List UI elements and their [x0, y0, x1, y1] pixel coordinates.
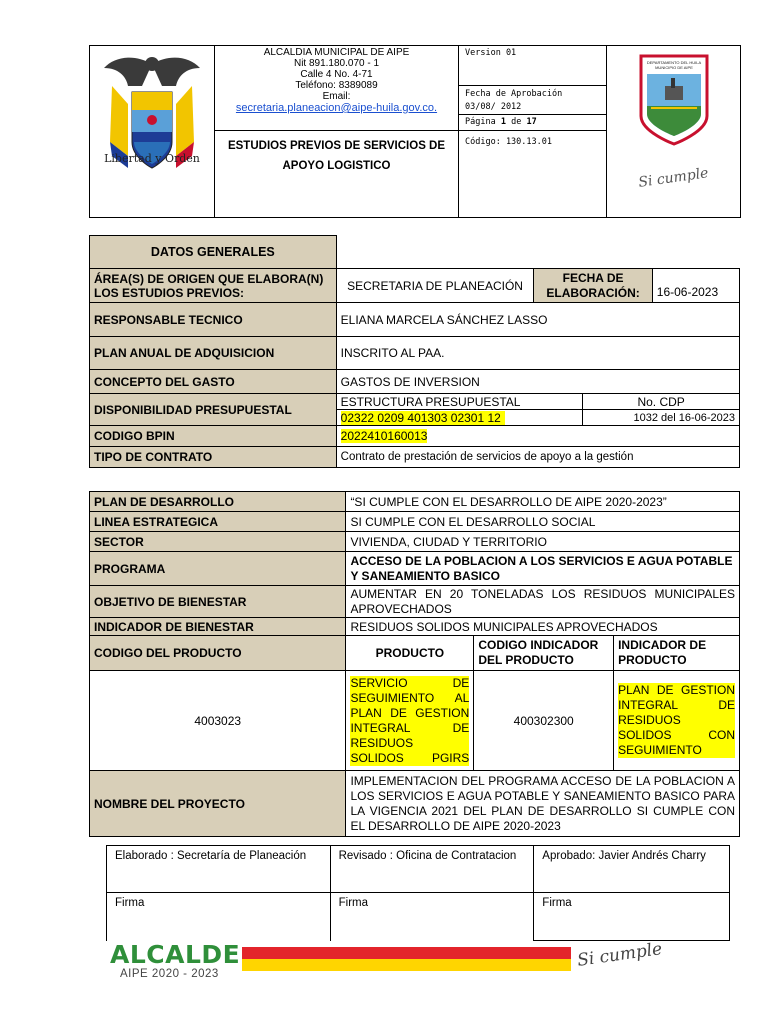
tipo-value: Contrato de prestación de servicios de apoyo a la gestión: [336, 447, 739, 468]
table-row: [90, 532, 740, 552]
area-label: ÁREA(S) DE ORIGEN QUE ELABORA(N) LOS ESTUDIOS PREVIOS:: [90, 269, 337, 303]
table-row: [90, 771, 740, 837]
colombia-coat-of-arms-icon: [90, 46, 214, 217]
codprod-label: CODIGO DEL PRODUCTO: [90, 636, 346, 671]
section-title: DATOS GENERALES: [90, 236, 337, 269]
page-number: [459, 115, 607, 131]
ind-prod-value: [614, 671, 740, 771]
objetivo-value: AUMENTAR EN 20 TONELADAS LOS RESIDUOS MUNICIPALES APROVECHADOS: [346, 586, 740, 618]
approval-date: [459, 86, 607, 115]
table-row: [90, 426, 740, 447]
footer-yellow-stripe: [242, 959, 571, 971]
table-row: [90, 552, 740, 586]
svg-text:Libertad y Orden: Libertad y Orden: [104, 152, 200, 165]
bpin-value-text: 2022410160013: [340, 429, 428, 443]
plan-label: PLAN DE DESARROLLO: [90, 492, 346, 512]
fecha-elab-label: FECHA DE ELABORACIÓN:: [534, 269, 652, 303]
firma-field[interactable]: Firma: [330, 893, 534, 941]
org-line: Teléfono: 8389089: [295, 80, 378, 91]
plan-value: “SI CUMPLE CON EL DESARROLLO DE AIPE 2020-2023”: [346, 492, 740, 512]
concepto-label: CONCEPTO DEL GASTO: [90, 370, 337, 394]
disp-label: DISPONIBILIDAD PRESUPUESTAL: [90, 394, 337, 426]
version-label: Version 01: [459, 46, 607, 86]
producto-value-text: SERVICIO DE SEGUIMIENTO AL PLAN DE GESTION INTEGRAL DE RESIDUOS SOLIDOS PGIRS: [350, 675, 470, 765]
codprod-value: 4003023: [90, 671, 346, 771]
producto-value: [346, 671, 474, 771]
org-line: Email:: [322, 91, 351, 102]
table-row: [90, 671, 740, 771]
empty-cell: [336, 236, 739, 269]
linea-label: LINEA ESTRATEGICA: [90, 512, 346, 532]
bpin-label: CODIGO BPIN: [90, 426, 337, 447]
table-row: [90, 303, 740, 337]
indicador-label: INDICADOR DE BIENESTAR: [90, 618, 346, 636]
table-row: [90, 586, 740, 618]
footer-brand-subtitle: AIPE 2020 - 2023: [120, 968, 219, 980]
footer-slogan: Si cumple: [576, 939, 664, 971]
firma-field[interactable]: Firma: [534, 893, 730, 941]
document-code: Código: 130.13.01: [459, 131, 607, 217]
programa-label: PROGRAMA: [90, 552, 346, 586]
plan-adq-label: PLAN ANUAL DE ADQUISICION: [90, 337, 337, 370]
firma-field[interactable]: Firma: [107, 893, 331, 941]
fecha-elab-value: 16-06-2023: [652, 269, 739, 303]
table-row: [90, 447, 740, 468]
estructura-label: ESTRUCTURA PRESUPUESTAL: [336, 394, 583, 410]
approval-date-label: Fecha de Aprobación: [465, 89, 563, 99]
nombre-label: NOMBRE DEL PROYECTO: [90, 771, 346, 837]
municipal-seal-cell: [607, 46, 740, 217]
table-row: [90, 618, 740, 636]
ind-prod-value-text: PLAN DE GESTION INTEGRAL DE RESIDUOS SOLIDOS CON SEGUIMIENTO: [618, 683, 735, 757]
org-line: ALCALDIA MUNICIPAL DE AIPE: [263, 47, 410, 58]
revisado-cell: Revisado : Oficina de Contratacion: [330, 846, 534, 893]
approval-date-value: 03/08/ 2012: [465, 102, 522, 112]
aipe-seal-icon: [607, 46, 740, 217]
tipo-label: TIPO DE CONTRATO: [90, 447, 337, 468]
area-value: SECRETARIA DE PLANEACIÓN: [336, 269, 534, 303]
table-row: [90, 269, 740, 303]
bpin-value: [336, 426, 739, 447]
responsable-label: RESPONSABLE TECNICO: [90, 303, 337, 337]
producto-col-header: PRODUCTO: [346, 636, 474, 671]
table-row: [90, 636, 740, 671]
plan-adq-value: INSCRITO AL PAA.: [336, 337, 739, 370]
development-plan-table: [89, 491, 740, 837]
footer-brand: [110, 942, 240, 980]
aprobado-cell: Aprobado: Javier Andrés Charry: [534, 846, 730, 893]
org-line: Nit 891.180.070 - 1: [293, 58, 380, 69]
estructura-value-text: 02322 0209 401303 02301 12: [341, 411, 505, 425]
table-row: [90, 394, 740, 410]
table-row: [90, 337, 740, 370]
cod-ind-col-header: CODIGO INDICADOR DEL PRODUCTO: [474, 636, 614, 671]
footer-red-stripe: [242, 947, 571, 959]
document-title: ESTUDIOS PREVIOS DE SERVICIOS DE APOYO LOGISTICO: [215, 131, 459, 217]
org-line: Calle 4 No. 4-71: [300, 69, 373, 80]
cod-ind-value: 400302300: [474, 671, 614, 771]
indicador-value: RESIDUOS SOLIDOS MUNICIPALES APROVECHADOS: [346, 618, 740, 636]
table-row: [107, 846, 730, 893]
nombre-value: IMPLEMENTACION DEL PROGRAMA ACCESO DE LA POBLACION A LOS SERVICIOS E AGUA POTABLE Y SANEAMIENTO BASICO PARA LA VIGENCIA 2021 DEL PLAN DE DESARROLLO SI CUMPLE CON EL DESARROLLO DE AIPE 2020-2023: [346, 771, 740, 837]
svg-text:MUNICIPIO DE AIPE: MUNICIPIO DE AIPE: [655, 65, 693, 70]
colombia-logo-cell: [90, 46, 215, 217]
linea-value: SI CUMPLE CON EL DESARROLLO SOCIAL: [346, 512, 740, 532]
svg-text:DEPARTAMENTO DEL HUILA: DEPARTAMENTO DEL HUILA: [646, 60, 702, 65]
objetivo-label: OBJETIVO DE BIENESTAR: [90, 586, 346, 618]
table-row: [90, 370, 740, 394]
table-row: [90, 512, 740, 532]
table-row: [90, 492, 740, 512]
concepto-value: GASTOS DE INVERSION: [336, 370, 739, 394]
programa-value: ACCESO DE LA POBLACION A LOS SERVICIOS E AGUA POTABLE Y SANEAMIENTO BASICO: [346, 552, 740, 586]
organization-info: [215, 46, 459, 131]
seal-slogan-icon: Si cumple: [637, 165, 710, 191]
document-header: [89, 45, 741, 218]
general-data-table: [89, 235, 740, 468]
estructura-value: [336, 410, 583, 426]
cdp-label: No. CDP: [583, 394, 740, 410]
cdp-value: 1032 del 16-06-2023: [583, 410, 740, 426]
page-of: de: [511, 117, 522, 127]
page-total: 17: [526, 117, 537, 127]
sector-value: VIVIENDA, CIUDAD Y TERRITORIO: [346, 532, 740, 552]
responsable-value: ELIANA MARCELA SÁNCHEZ LASSO: [336, 303, 739, 337]
footer-brand-title: ALCALDE: [110, 940, 241, 969]
table-row: [107, 893, 730, 941]
org-email-link[interactable]: secretaria.planeacion@aipe-huila.gov.co.: [235, 102, 438, 114]
signatures-table: [106, 845, 730, 941]
sector-label: SECTOR: [90, 532, 346, 552]
table-row: [90, 236, 740, 269]
ind-prod-col-header: INDICADOR DE PRODUCTO: [614, 636, 740, 671]
page-prefix: Página: [465, 117, 496, 127]
elaborado-cell: Elaborado : Secretaría de Planeación: [107, 846, 331, 893]
page-current: 1: [500, 117, 506, 127]
